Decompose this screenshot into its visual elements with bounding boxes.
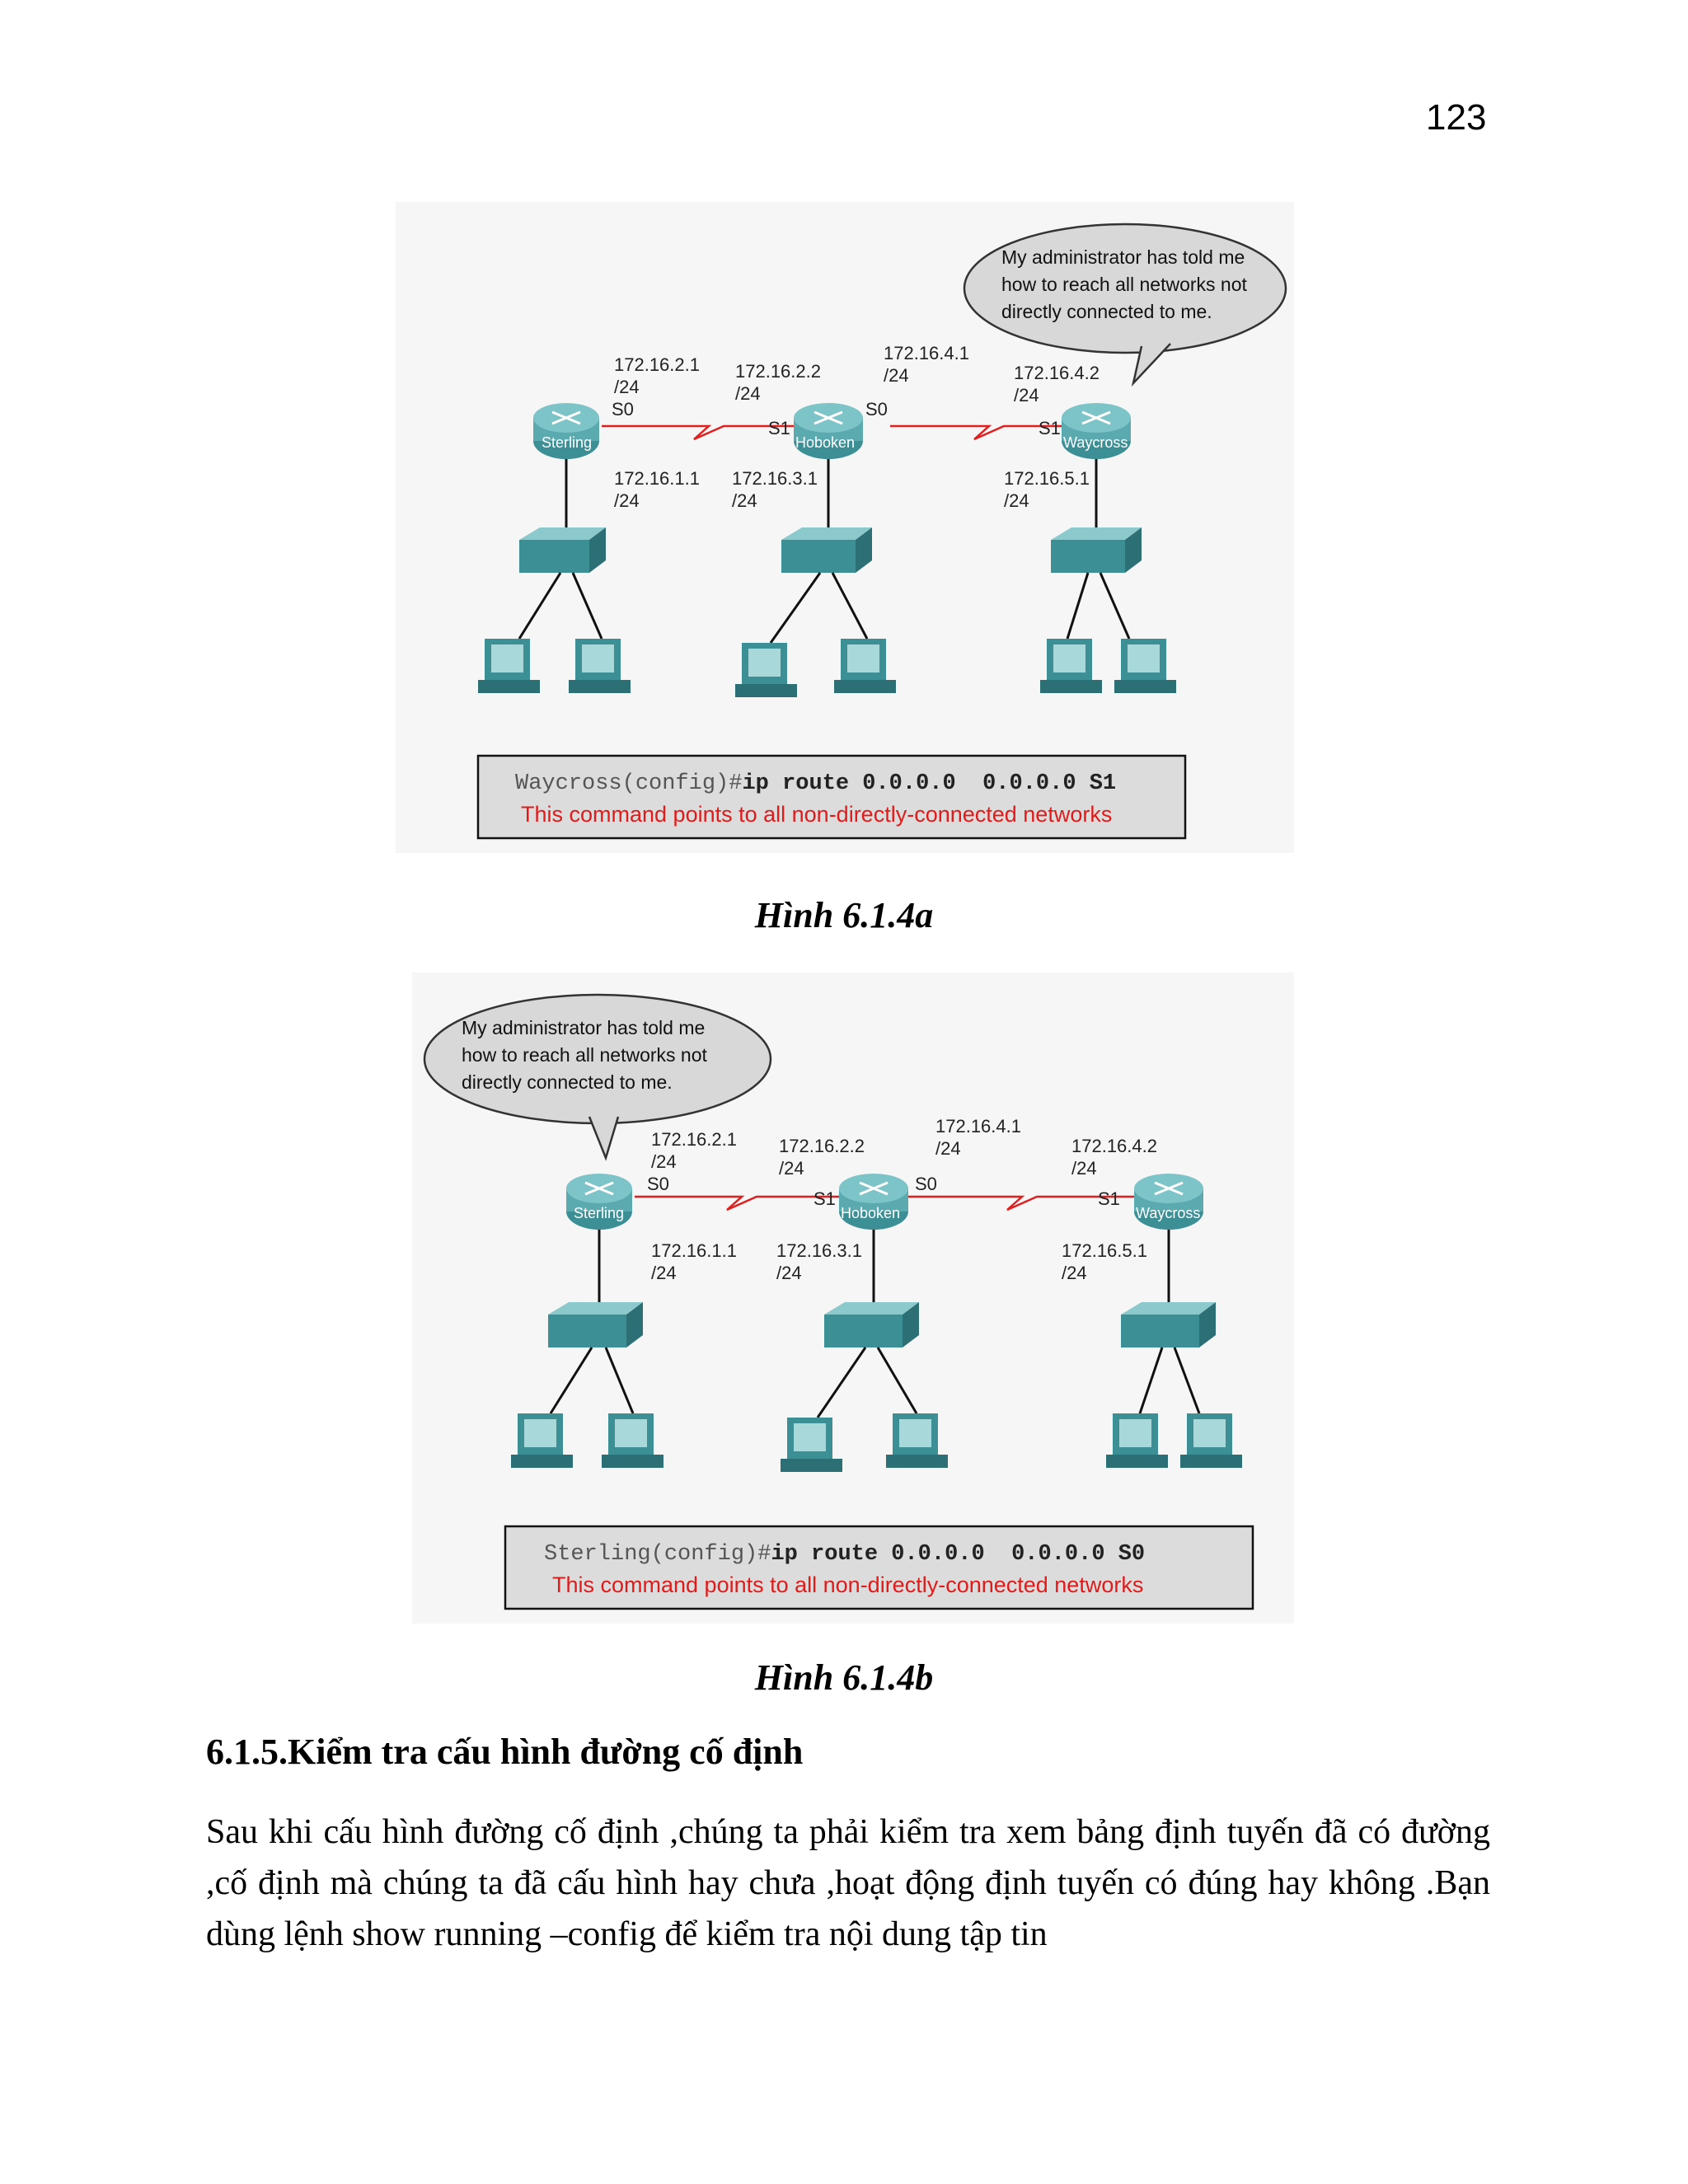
pc-icon xyxy=(886,1413,948,1468)
switch-hoboken xyxy=(781,527,872,573)
ip-label: 172.16.2.1 xyxy=(651,1129,737,1150)
body-paragraph: Sau khi cấu hình đường cố định ,chúng ta phải kiểm tra xem bảng định tuyến đã có đường ,cố định mà chúng ta đã cấu hình hay chưa ,hoạt động định tuyến có đúng hay không .Bạn dùng lệnh show running –config để kiểm tra nội dung tập tin xyxy=(206,1813,1490,1953)
command-prefix: Waycross(config)# xyxy=(515,771,743,796)
switch-waycross xyxy=(1121,1302,1216,1347)
router-sterling xyxy=(566,1174,632,1230)
figure-b xyxy=(412,972,1294,1624)
mask-label: /24 xyxy=(1014,385,1039,405)
interface-label: S1 xyxy=(1098,1188,1120,1209)
ip-label: 172.16.5.1 xyxy=(1004,468,1090,489)
bubble-line-3: directly connected to me. xyxy=(462,1071,673,1093)
network-diagram-b xyxy=(412,972,1294,1624)
mask-label: /24 xyxy=(935,1138,961,1159)
bubble-line-3: directly connected to me. xyxy=(1001,301,1212,322)
interface-label: S1 xyxy=(768,418,790,438)
ip-label: 172.16.4.2 xyxy=(1071,1136,1157,1156)
router-label-waycross: Waycross xyxy=(1136,1205,1201,1221)
pc-icon xyxy=(834,639,896,693)
ip-label: 172.16.4.1 xyxy=(935,1116,1021,1137)
pc-icon xyxy=(478,639,540,693)
switch-waycross xyxy=(1051,527,1142,573)
pc-icon xyxy=(1114,639,1176,693)
router-label-hoboken: Hoboken xyxy=(841,1205,901,1221)
ip-label: 172.16.2.1 xyxy=(614,354,700,375)
router-label-sterling: Sterling xyxy=(574,1205,625,1221)
command-box xyxy=(478,756,1185,838)
interface-label: S1 xyxy=(1039,418,1061,438)
mask-label: /24 xyxy=(1071,1158,1097,1179)
bubble-line-1: My administrator has told me xyxy=(462,1017,706,1038)
router-label-hoboken: Hoboken xyxy=(795,434,856,451)
switch-hoboken xyxy=(824,1302,919,1347)
router-hoboken xyxy=(794,403,863,459)
switch-sterling xyxy=(548,1302,643,1347)
ip-label: 172.16.1.1 xyxy=(651,1240,737,1261)
figure-caption-a: Hình 6.1.4a xyxy=(754,895,934,935)
router-waycross xyxy=(1062,403,1131,459)
pc-icon xyxy=(569,639,631,693)
command-prefix: Sterling(config)# xyxy=(544,1542,771,1567)
command-line xyxy=(544,1542,1145,1567)
ip-label: 172.16.4.1 xyxy=(884,343,969,363)
speech-bubble xyxy=(964,224,1286,383)
pc-icon xyxy=(1180,1413,1242,1468)
mask-label: /24 xyxy=(651,1263,677,1283)
pc-icon xyxy=(1106,1413,1168,1468)
figure-caption-b: Hình 6.1.4b xyxy=(754,1657,934,1698)
bubble-line-2: how to reach all networks not xyxy=(462,1044,707,1066)
command-box xyxy=(505,1526,1253,1609)
network-diagram-a xyxy=(396,202,1294,853)
mask-label: /24 xyxy=(884,365,909,386)
ip-label: 172.16.3.1 xyxy=(776,1240,862,1261)
command-keyword: ip route xyxy=(771,1542,879,1567)
ip-label: 172.16.3.1 xyxy=(732,468,818,489)
pc-icon xyxy=(781,1418,842,1472)
router-waycross xyxy=(1134,1174,1203,1230)
bubble-line-2: how to reach all networks not xyxy=(1001,274,1247,295)
ip-label: 172.16.1.1 xyxy=(614,468,700,489)
mask-label: /24 xyxy=(1062,1263,1087,1283)
mask-label: /24 xyxy=(651,1151,677,1172)
router-label-sterling: Sterling xyxy=(542,434,593,451)
pc-icon xyxy=(511,1413,573,1468)
router-hoboken xyxy=(839,1174,908,1230)
ip-label: 172.16.2.2 xyxy=(735,361,821,382)
command-note: This command points to all non-directly-connected networks xyxy=(521,802,1113,827)
ip-label: 172.16.5.1 xyxy=(1062,1240,1147,1261)
section-heading: 6.1.5.Kiểm tra cấu hình đường cố định xyxy=(206,1732,804,1772)
mask-label: /24 xyxy=(614,377,640,397)
interface-label: S0 xyxy=(647,1174,669,1194)
command-args: 0.0.0.0 0.0.0.0 S1 xyxy=(849,771,1117,796)
pc-icon xyxy=(1040,639,1102,693)
bubble-line-1: My administrator has told me xyxy=(1001,246,1245,268)
mask-label: /24 xyxy=(732,490,757,511)
mask-label: /24 xyxy=(779,1158,804,1179)
switch-sterling xyxy=(519,527,606,573)
figure-a xyxy=(396,202,1294,853)
page-number: 123 xyxy=(1426,97,1487,138)
interface-label: S1 xyxy=(814,1188,836,1209)
mask-label: /24 xyxy=(776,1263,802,1283)
ip-label: 172.16.2.2 xyxy=(779,1136,865,1156)
interface-label: S0 xyxy=(612,399,634,419)
pc-icon xyxy=(602,1413,663,1468)
router-label-waycross: Waycross xyxy=(1063,434,1128,451)
command-line xyxy=(515,771,1116,796)
pc-icon xyxy=(735,643,797,697)
mask-label: /24 xyxy=(735,383,761,404)
mask-label: /24 xyxy=(614,490,640,511)
interface-label: S0 xyxy=(915,1174,937,1194)
command-note: This command points to all non-directly-connected networks xyxy=(552,1572,1144,1597)
interface-label: S0 xyxy=(865,399,888,419)
command-keyword: ip route xyxy=(742,771,850,796)
command-args: 0.0.0.0 0.0.0.0 S0 xyxy=(878,1542,1146,1567)
mask-label: /24 xyxy=(1004,490,1029,511)
ip-label: 172.16.4.2 xyxy=(1014,363,1100,383)
router-sterling xyxy=(533,403,599,459)
